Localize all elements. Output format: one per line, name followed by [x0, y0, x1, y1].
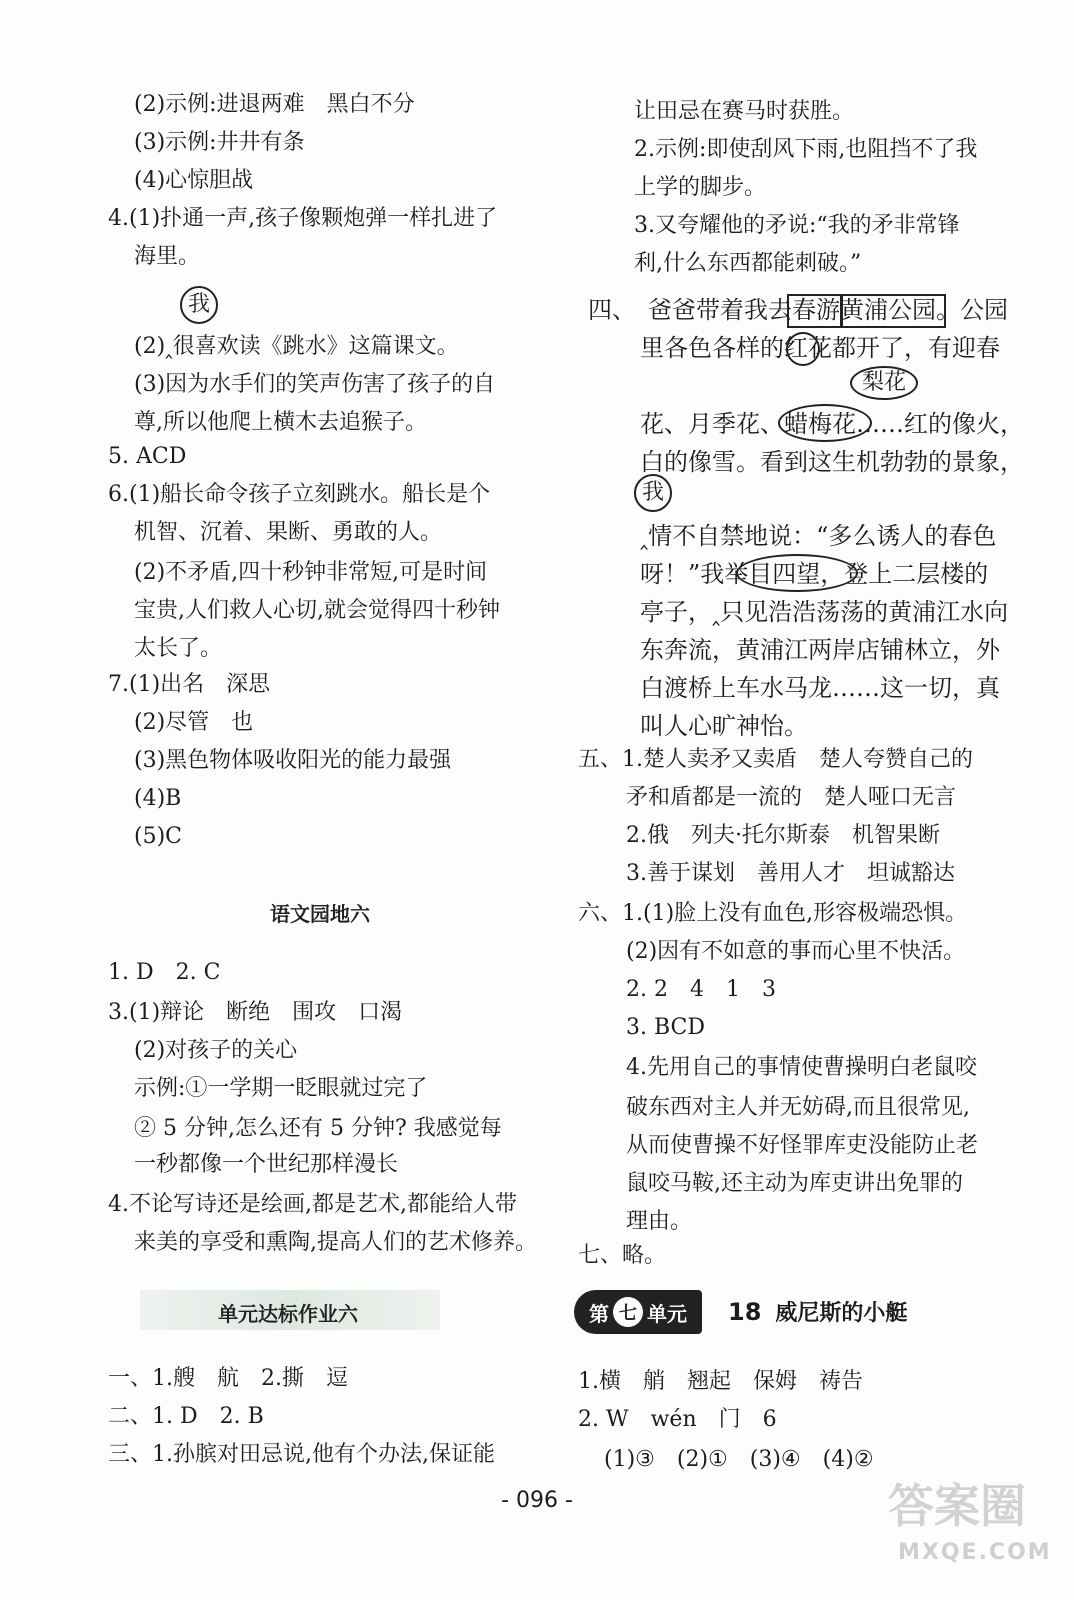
right-line: 利,什么东西都能刺破。”	[634, 251, 862, 276]
left-line: 3.(1)辩论 断绝 围攻 口渴	[108, 1000, 403, 1025]
left-line: (2)不矛盾,四十秒钟非常短,可是时间	[134, 560, 488, 585]
lesson-name: 威尼斯的小艇	[775, 1301, 908, 1326]
right-line: 五、1.楚人卖矛又卖盾 楚人夸赞自己的	[578, 747, 973, 772]
left-line: 太长了。	[134, 636, 223, 661]
oval-jumusiwang	[736, 554, 858, 592]
circle-hong	[786, 332, 820, 366]
left-line: 海里。	[134, 244, 201, 269]
right-line: 3.又夸耀他的矛说:“我的矛非常锋	[634, 213, 960, 238]
right-line: 里各色各样的红花都开了，有迎春	[640, 334, 1000, 362]
lesson-title	[728, 1296, 907, 1327]
right-line: 花、月季花、蜡梅花……红的像火，	[640, 410, 1024, 438]
right-line: 亭子，‸只见浩浩荡荡的黄浦江水向	[640, 598, 1009, 626]
right-line: (2)因有不如意的事而心里不快活。	[626, 939, 966, 964]
lesson-number: 18	[728, 1298, 762, 1326]
handwritten-lihua-circle: 梨花	[850, 366, 918, 400]
right-line: 2.俄 列夫·托尔斯泰 机智果断	[626, 823, 940, 848]
unit-badge-number: 七	[613, 1297, 643, 1327]
left-line: 来美的享受和熏陶,提高人们的艺术修养。	[134, 1230, 537, 1255]
left-line: 6.(1)船长命令孩子立刻跳水。船长是个	[108, 482, 491, 507]
watermark-logo: 答案圈	[888, 1479, 1026, 1533]
right-line: (1)③ (2)① (3)④ (4)②	[604, 1447, 874, 1472]
left-line: 机智、沉着、果断、勇敢的人。	[134, 520, 443, 545]
left-line: 4.(1)扑通一声,孩子像颗炮弹一样扎进了	[108, 206, 498, 231]
left-line: 7.(1)出名 深思	[108, 672, 271, 697]
right-line: 理由。	[626, 1209, 693, 1234]
section-heading-unit-test: 单元达标作业六	[218, 1302, 358, 1326]
left-line: (2)示例:进退两难 黑白不分	[134, 92, 415, 117]
right-line: 矛和盾都是一流的 楚人哑口无言	[626, 785, 957, 810]
left-line: 一、1.艘 航 2.撕 逗	[108, 1366, 348, 1391]
left-line: (2)对孩子的关心	[134, 1038, 298, 1063]
box-huangpu-park	[840, 294, 946, 328]
right-line: 3.善于谋划 善用人才 坦诚豁达	[626, 861, 955, 886]
left-line: 宝贵,人们救人心切,就会觉得四十秒钟	[134, 598, 500, 623]
right-line: 叫人心旷神怡。	[640, 712, 808, 740]
right-line: 六、1.(1)脸上没有血色,形容极端恐惧。	[578, 901, 968, 926]
left-line: (3)黑色物体吸收阳光的能力最强	[134, 748, 452, 773]
right-line: 3. BCD	[626, 1015, 706, 1040]
unit-badge-prefix: 第	[589, 1301, 609, 1326]
left-line: (4)B	[134, 786, 182, 811]
unit-badge	[574, 1290, 702, 1334]
right-line: 呀！”我举目四望，登上二层楼的	[640, 560, 989, 588]
right-line: 白渡桥上车水马龙……这一切，真	[640, 674, 1000, 702]
left-line: (2)尽管 也	[134, 710, 254, 735]
right-line: 七、略。	[578, 1243, 667, 1268]
right-line: 1.横 艄 翘起 保姆 祷告	[578, 1369, 863, 1394]
left-line: (5)C	[134, 824, 182, 849]
right-line: 白的像雪。看到这生机勃勃的景象，	[640, 448, 1024, 476]
left-line: (2)‸很喜欢读《跳水》这篇课文。	[134, 334, 459, 359]
page-number: - 096 -	[501, 1488, 573, 1513]
section-heading-garden: 语文园地六	[270, 902, 370, 926]
left-line: (3)示例:井井有条	[134, 130, 305, 155]
watermark	[880, 1470, 1060, 1590]
right-line: 上学的脚步。	[634, 175, 767, 200]
right-line: 从而使曹操不好怪罪库吏没能防止老	[626, 1133, 979, 1158]
right-line: 4.先用自己的事情使曹操明白老鼠咬	[626, 1055, 977, 1080]
right-line: 2.示例:即使刮风下雨,也阻挡不了我	[634, 137, 978, 162]
handwritten-wo-circle-2: 我	[634, 474, 672, 512]
right-line: 四、 爸爸带着我去春游黄浦公园。公园	[588, 296, 1008, 324]
left-line: 二、1. D 2. B	[108, 1404, 264, 1429]
left-line: 尊,所以他爬上横木去追猴子。	[134, 410, 427, 435]
right-line: ‸情不自禁地说：“多么诱人的春色	[640, 522, 997, 550]
right-line: 2. W wén 门 6	[578, 1407, 777, 1432]
left-line: 三、1.孙膑对田忌说,他有个办法,保证能	[108, 1442, 495, 1467]
left-line: 4.不论写诗还是绘画,都是艺术,都能给人带	[108, 1192, 517, 1217]
left-line: 一秒都像一个世纪那样漫长	[134, 1152, 399, 1177]
right-line: 东奔流，黄浦江两岸店铺林立，外	[640, 636, 1000, 664]
left-line: 5. ACD	[108, 444, 187, 469]
right-line: 2. 2 4 1 3	[626, 977, 776, 1002]
oval-lameihua	[778, 404, 872, 442]
left-line: ② 5 分钟,怎么还有 5 分钟? 我感觉每	[134, 1116, 502, 1141]
left-line: 示例:①一学期一眨眼就过完了	[134, 1076, 428, 1101]
right-line: 让田忌在赛马时获胜。	[634, 99, 855, 124]
right-line: 破东西对主人并无妨碍,而且很常见,	[626, 1095, 970, 1120]
box-chunyou	[787, 294, 843, 328]
left-line: (3)因为水手们的笑声伤害了孩子的自	[134, 372, 496, 397]
watermark-url: MXQE.COM	[898, 1540, 1052, 1565]
left-line: 1. D 2. C	[108, 960, 221, 985]
unit-badge-suffix: 单元	[647, 1301, 687, 1326]
handwritten-wo-circle: 我	[180, 286, 218, 324]
right-line: 鼠咬马鞍,还主动为库吏讲出免罪的	[626, 1171, 963, 1196]
left-line: (4)心惊胆战	[134, 168, 254, 193]
